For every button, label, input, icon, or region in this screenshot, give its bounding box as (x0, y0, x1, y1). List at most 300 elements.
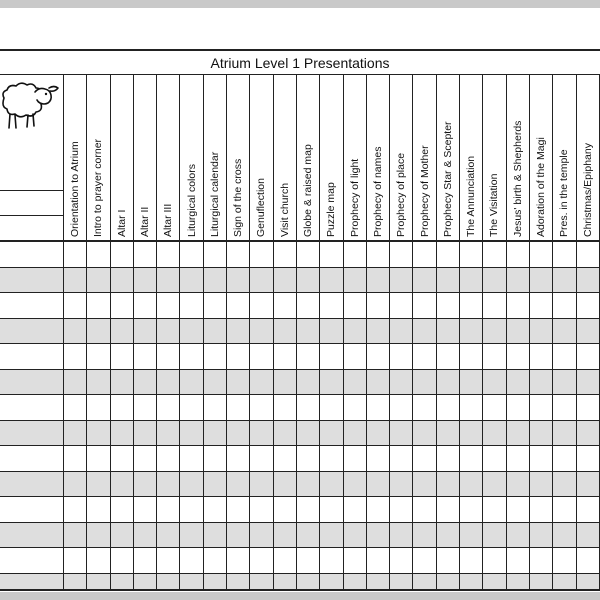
checkbox-cell[interactable] (367, 574, 390, 592)
checkbox-cell[interactable] (437, 497, 460, 522)
checkbox-cell[interactable] (320, 446, 343, 471)
checkbox-cell[interactable] (507, 268, 530, 293)
checkbox-cell[interactable] (553, 395, 576, 420)
checkbox-cell[interactable] (274, 319, 297, 344)
checkbox-cell[interactable] (577, 497, 600, 522)
checkbox-cell[interactable] (483, 395, 506, 420)
checkbox-cell[interactable] (274, 472, 297, 497)
checkbox-cell[interactable] (250, 472, 273, 497)
checkbox-cell[interactable] (250, 242, 273, 267)
student-name-cell[interactable] (0, 472, 64, 497)
checkbox-cell[interactable] (180, 242, 203, 267)
checkbox-cell[interactable] (437, 548, 460, 573)
checkbox-cell[interactable] (344, 319, 367, 344)
checkbox-cell[interactable] (530, 523, 553, 548)
checkbox-cell[interactable] (553, 497, 576, 522)
checkbox-cell[interactable] (134, 523, 157, 548)
checkbox-cell[interactable] (111, 472, 134, 497)
checkbox-cell[interactable] (134, 446, 157, 471)
student-name-cell[interactable] (0, 446, 64, 471)
checkbox-cell[interactable] (157, 574, 180, 592)
checkbox-cell[interactable] (157, 446, 180, 471)
checkbox-cell[interactable] (390, 472, 413, 497)
checkbox-cell[interactable] (413, 421, 436, 446)
checkbox-cell[interactable] (577, 319, 600, 344)
checkbox-cell[interactable] (64, 497, 87, 522)
checkbox-cell[interactable] (577, 268, 600, 293)
checkbox-cell[interactable] (227, 574, 250, 592)
checkbox-cell[interactable] (180, 421, 203, 446)
checkbox-cell[interactable] (111, 370, 134, 395)
student-name-cell[interactable] (0, 497, 64, 522)
checkbox-cell[interactable] (344, 242, 367, 267)
checkbox-cell[interactable] (483, 293, 506, 318)
checkbox-cell[interactable] (460, 344, 483, 369)
checkbox-cell[interactable] (111, 395, 134, 420)
checkbox-cell[interactable] (390, 395, 413, 420)
checkbox-cell[interactable] (437, 370, 460, 395)
checkbox-cell[interactable] (250, 421, 273, 446)
checkbox-cell[interactable] (344, 293, 367, 318)
checkbox-cell[interactable] (297, 446, 320, 471)
checkbox-cell[interactable] (297, 574, 320, 592)
checkbox-cell[interactable] (64, 370, 87, 395)
checkbox-cell[interactable] (204, 242, 227, 267)
student-name-cell[interactable] (0, 395, 64, 420)
checkbox-cell[interactable] (413, 472, 436, 497)
checkbox-cell[interactable] (413, 523, 436, 548)
checkbox-cell[interactable] (553, 293, 576, 318)
checkbox-cell[interactable] (250, 446, 273, 471)
checkbox-cell[interactable] (344, 548, 367, 573)
checkbox-cell[interactable] (64, 523, 87, 548)
checkbox-cell[interactable] (180, 344, 203, 369)
checkbox-cell[interactable] (553, 548, 576, 573)
checkbox-cell[interactable] (87, 370, 110, 395)
checkbox-cell[interactable] (553, 242, 576, 267)
checkbox-cell[interactable] (320, 268, 343, 293)
checkbox-cell[interactable] (344, 472, 367, 497)
checkbox-cell[interactable] (297, 421, 320, 446)
checkbox-cell[interactable] (483, 497, 506, 522)
checkbox-cell[interactable] (367, 523, 390, 548)
checkbox-cell[interactable] (390, 497, 413, 522)
checkbox-cell[interactable] (320, 523, 343, 548)
checkbox-cell[interactable] (297, 268, 320, 293)
checkbox-cell[interactable] (577, 548, 600, 573)
checkbox-cell[interactable] (227, 497, 250, 522)
checkbox-cell[interactable] (460, 574, 483, 592)
checkbox-cell[interactable] (297, 523, 320, 548)
checkbox-cell[interactable] (274, 421, 297, 446)
checkbox-cell[interactable] (157, 268, 180, 293)
checkbox-cell[interactable] (64, 293, 87, 318)
checkbox-cell[interactable] (64, 574, 87, 592)
checkbox-cell[interactable] (157, 472, 180, 497)
checkbox-cell[interactable] (413, 319, 436, 344)
checkbox-cell[interactable] (111, 574, 134, 592)
checkbox-cell[interactable] (413, 344, 436, 369)
checkbox-cell[interactable] (180, 395, 203, 420)
checkbox-cell[interactable] (553, 523, 576, 548)
checkbox-cell[interactable] (227, 421, 250, 446)
checkbox-cell[interactable] (64, 242, 87, 267)
checkbox-cell[interactable] (460, 548, 483, 573)
checkbox-cell[interactable] (64, 446, 87, 471)
checkbox-cell[interactable] (134, 242, 157, 267)
checkbox-cell[interactable] (367, 395, 390, 420)
checkbox-cell[interactable] (134, 370, 157, 395)
checkbox-cell[interactable] (204, 293, 227, 318)
checkbox-cell[interactable] (507, 421, 530, 446)
checkbox-cell[interactable] (227, 472, 250, 497)
checkbox-cell[interactable] (227, 370, 250, 395)
checkbox-cell[interactable] (134, 319, 157, 344)
checkbox-cell[interactable] (320, 497, 343, 522)
checkbox-cell[interactable] (367, 242, 390, 267)
checkbox-cell[interactable] (204, 395, 227, 420)
checkbox-cell[interactable] (437, 268, 460, 293)
checkbox-cell[interactable] (87, 574, 110, 592)
checkbox-cell[interactable] (134, 293, 157, 318)
checkbox-cell[interactable] (134, 421, 157, 446)
checkbox-cell[interactable] (297, 395, 320, 420)
checkbox-cell[interactable] (344, 523, 367, 548)
checkbox-cell[interactable] (367, 497, 390, 522)
checkbox-cell[interactable] (64, 548, 87, 573)
checkbox-cell[interactable] (111, 523, 134, 548)
checkbox-cell[interactable] (180, 472, 203, 497)
checkbox-cell[interactable] (297, 344, 320, 369)
checkbox-cell[interactable] (507, 319, 530, 344)
checkbox-cell[interactable] (227, 446, 250, 471)
checkbox-cell[interactable] (460, 421, 483, 446)
checkbox-cell[interactable] (297, 242, 320, 267)
student-name-cell[interactable] (0, 242, 64, 267)
checkbox-cell[interactable] (507, 446, 530, 471)
checkbox-cell[interactable] (320, 319, 343, 344)
checkbox-cell[interactable] (390, 574, 413, 592)
checkbox-cell[interactable] (530, 242, 553, 267)
checkbox-cell[interactable] (320, 395, 343, 420)
checkbox-cell[interactable] (577, 421, 600, 446)
checkbox-cell[interactable] (483, 548, 506, 573)
checkbox-cell[interactable] (530, 472, 553, 497)
checkbox-cell[interactable] (157, 344, 180, 369)
checkbox-cell[interactable] (553, 370, 576, 395)
checkbox-cell[interactable] (577, 472, 600, 497)
checkbox-cell[interactable] (320, 421, 343, 446)
student-name-cell[interactable] (0, 268, 64, 293)
checkbox-cell[interactable] (87, 293, 110, 318)
checkbox-cell[interactable] (344, 446, 367, 471)
student-name-cell[interactable] (0, 344, 64, 369)
checkbox-cell[interactable] (437, 395, 460, 420)
student-name-cell[interactable] (0, 370, 64, 395)
checkbox-cell[interactable] (367, 548, 390, 573)
checkbox-cell[interactable] (227, 242, 250, 267)
checkbox-cell[interactable] (460, 523, 483, 548)
checkbox-cell[interactable] (320, 293, 343, 318)
checkbox-cell[interactable] (64, 472, 87, 497)
checkbox-cell[interactable] (204, 344, 227, 369)
checkbox-cell[interactable] (530, 268, 553, 293)
checkbox-cell[interactable] (204, 421, 227, 446)
checkbox-cell[interactable] (180, 497, 203, 522)
checkbox-cell[interactable] (367, 421, 390, 446)
checkbox-cell[interactable] (344, 395, 367, 420)
checkbox-cell[interactable] (250, 395, 273, 420)
checkbox-cell[interactable] (507, 523, 530, 548)
checkbox-cell[interactable] (87, 548, 110, 573)
checkbox-cell[interactable] (320, 242, 343, 267)
checkbox-cell[interactable] (180, 370, 203, 395)
checkbox-cell[interactable] (157, 548, 180, 573)
checkbox-cell[interactable] (204, 523, 227, 548)
checkbox-cell[interactable] (157, 293, 180, 318)
checkbox-cell[interactable] (274, 242, 297, 267)
student-name-cell[interactable] (0, 421, 64, 446)
checkbox-cell[interactable] (553, 472, 576, 497)
checkbox-cell[interactable] (204, 548, 227, 573)
checkbox-cell[interactable] (483, 523, 506, 548)
checkbox-cell[interactable] (274, 523, 297, 548)
checkbox-cell[interactable] (460, 472, 483, 497)
checkbox-cell[interactable] (87, 497, 110, 522)
checkbox-cell[interactable] (274, 548, 297, 573)
checkbox-cell[interactable] (87, 395, 110, 420)
checkbox-cell[interactable] (413, 446, 436, 471)
checkbox-cell[interactable] (134, 268, 157, 293)
checkbox-cell[interactable] (87, 268, 110, 293)
checkbox-cell[interactable] (157, 242, 180, 267)
checkbox-cell[interactable] (437, 319, 460, 344)
checkbox-cell[interactable] (483, 242, 506, 267)
student-name-cell[interactable] (0, 574, 64, 592)
checkbox-cell[interactable] (274, 446, 297, 471)
checkbox-cell[interactable] (204, 268, 227, 293)
checkbox-cell[interactable] (507, 370, 530, 395)
checkbox-cell[interactable] (297, 472, 320, 497)
checkbox-cell[interactable] (507, 344, 530, 369)
checkbox-cell[interactable] (483, 421, 506, 446)
checkbox-cell[interactable] (344, 370, 367, 395)
checkbox-cell[interactable] (180, 446, 203, 471)
checkbox-cell[interactable] (577, 574, 600, 592)
checkbox-cell[interactable] (87, 472, 110, 497)
checkbox-cell[interactable] (111, 268, 134, 293)
checkbox-cell[interactable] (134, 574, 157, 592)
checkbox-cell[interactable] (413, 497, 436, 522)
checkbox-cell[interactable] (390, 242, 413, 267)
checkbox-cell[interactable] (460, 446, 483, 471)
checkbox-cell[interactable] (367, 293, 390, 318)
checkbox-cell[interactable] (204, 497, 227, 522)
checkbox-cell[interactable] (367, 344, 390, 369)
checkbox-cell[interactable] (390, 446, 413, 471)
checkbox-cell[interactable] (483, 319, 506, 344)
checkbox-cell[interactable] (274, 268, 297, 293)
checkbox-cell[interactable] (274, 370, 297, 395)
checkbox-cell[interactable] (134, 497, 157, 522)
checkbox-cell[interactable] (274, 344, 297, 369)
checkbox-cell[interactable] (577, 395, 600, 420)
checkbox-cell[interactable] (344, 574, 367, 592)
checkbox-cell[interactable] (157, 497, 180, 522)
checkbox-cell[interactable] (460, 268, 483, 293)
checkbox-cell[interactable] (390, 370, 413, 395)
checkbox-cell[interactable] (250, 497, 273, 522)
student-name-cell[interactable] (0, 319, 64, 344)
checkbox-cell[interactable] (64, 344, 87, 369)
checkbox-cell[interactable] (111, 242, 134, 267)
checkbox-cell[interactable] (460, 319, 483, 344)
checkbox-cell[interactable] (437, 344, 460, 369)
checkbox-cell[interactable] (390, 344, 413, 369)
checkbox-cell[interactable] (134, 395, 157, 420)
checkbox-cell[interactable] (274, 574, 297, 592)
checkbox-cell[interactable] (530, 497, 553, 522)
checkbox-cell[interactable] (250, 523, 273, 548)
checkbox-cell[interactable] (111, 293, 134, 318)
checkbox-cell[interactable] (157, 523, 180, 548)
checkbox-cell[interactable] (250, 574, 273, 592)
checkbox-cell[interactable] (553, 344, 576, 369)
checkbox-cell[interactable] (507, 548, 530, 573)
checkbox-cell[interactable] (530, 319, 553, 344)
checkbox-cell[interactable] (344, 497, 367, 522)
checkbox-cell[interactable] (483, 344, 506, 369)
checkbox-cell[interactable] (87, 319, 110, 344)
checkbox-cell[interactable] (180, 523, 203, 548)
checkbox-cell[interactable] (553, 574, 576, 592)
checkbox-cell[interactable] (111, 421, 134, 446)
checkbox-cell[interactable] (227, 548, 250, 573)
checkbox-cell[interactable] (577, 293, 600, 318)
checkbox-cell[interactable] (437, 574, 460, 592)
checkbox-cell[interactable] (111, 497, 134, 522)
checkbox-cell[interactable] (390, 293, 413, 318)
checkbox-cell[interactable] (87, 523, 110, 548)
checkbox-cell[interactable] (320, 370, 343, 395)
checkbox-cell[interactable] (111, 344, 134, 369)
checkbox-cell[interactable] (344, 344, 367, 369)
checkbox-cell[interactable] (134, 548, 157, 573)
checkbox-cell[interactable] (460, 242, 483, 267)
checkbox-cell[interactable] (413, 242, 436, 267)
checkbox-cell[interactable] (180, 319, 203, 344)
checkbox-cell[interactable] (297, 497, 320, 522)
checkbox-cell[interactable] (64, 421, 87, 446)
checkbox-cell[interactable] (180, 574, 203, 592)
checkbox-cell[interactable] (530, 293, 553, 318)
checkbox-cell[interactable] (553, 421, 576, 446)
checkbox-cell[interactable] (180, 268, 203, 293)
checkbox-cell[interactable] (483, 472, 506, 497)
checkbox-cell[interactable] (553, 319, 576, 344)
checkbox-cell[interactable] (320, 574, 343, 592)
checkbox-cell[interactable] (227, 523, 250, 548)
checkbox-cell[interactable] (297, 319, 320, 344)
checkbox-cell[interactable] (344, 268, 367, 293)
checkbox-cell[interactable] (553, 446, 576, 471)
checkbox-cell[interactable] (390, 421, 413, 446)
checkbox-cell[interactable] (367, 472, 390, 497)
checkbox-cell[interactable] (577, 242, 600, 267)
checkbox-cell[interactable] (530, 548, 553, 573)
checkbox-cell[interactable] (157, 421, 180, 446)
checkbox-cell[interactable] (460, 370, 483, 395)
checkbox-cell[interactable] (367, 319, 390, 344)
checkbox-cell[interactable] (507, 293, 530, 318)
checkbox-cell[interactable] (483, 268, 506, 293)
checkbox-cell[interactable] (413, 370, 436, 395)
checkbox-cell[interactable] (530, 344, 553, 369)
checkbox-cell[interactable] (483, 574, 506, 592)
checkbox-cell[interactable] (367, 446, 390, 471)
checkbox-cell[interactable] (577, 370, 600, 395)
checkbox-cell[interactable] (530, 395, 553, 420)
checkbox-cell[interactable] (204, 574, 227, 592)
checkbox-cell[interactable] (204, 370, 227, 395)
checkbox-cell[interactable] (87, 446, 110, 471)
checkbox-cell[interactable] (250, 344, 273, 369)
checkbox-cell[interactable] (227, 293, 250, 318)
checkbox-cell[interactable] (134, 344, 157, 369)
checkbox-cell[interactable] (507, 574, 530, 592)
checkbox-cell[interactable] (111, 446, 134, 471)
checkbox-cell[interactable] (413, 574, 436, 592)
checkbox-cell[interactable] (274, 497, 297, 522)
checkbox-cell[interactable] (250, 370, 273, 395)
checkbox-cell[interactable] (507, 472, 530, 497)
checkbox-cell[interactable] (64, 395, 87, 420)
checkbox-cell[interactable] (577, 446, 600, 471)
checkbox-cell[interactable] (437, 446, 460, 471)
checkbox-cell[interactable] (320, 472, 343, 497)
checkbox-cell[interactable] (157, 370, 180, 395)
checkbox-cell[interactable] (437, 242, 460, 267)
checkbox-cell[interactable] (204, 319, 227, 344)
checkbox-cell[interactable] (530, 421, 553, 446)
checkbox-cell[interactable] (530, 370, 553, 395)
checkbox-cell[interactable] (204, 446, 227, 471)
checkbox-cell[interactable] (87, 344, 110, 369)
checkbox-cell[interactable] (530, 574, 553, 592)
checkbox-cell[interactable] (577, 523, 600, 548)
checkbox-cell[interactable] (460, 497, 483, 522)
checkbox-cell[interactable] (320, 344, 343, 369)
checkbox-cell[interactable] (413, 548, 436, 573)
checkbox-cell[interactable] (507, 242, 530, 267)
checkbox-cell[interactable] (157, 319, 180, 344)
checkbox-cell[interactable] (157, 395, 180, 420)
checkbox-cell[interactable] (250, 293, 273, 318)
checkbox-cell[interactable] (413, 268, 436, 293)
checkbox-cell[interactable] (297, 548, 320, 573)
checkbox-cell[interactable] (553, 268, 576, 293)
checkbox-cell[interactable] (483, 446, 506, 471)
checkbox-cell[interactable] (437, 472, 460, 497)
checkbox-cell[interactable] (320, 548, 343, 573)
checkbox-cell[interactable] (227, 395, 250, 420)
checkbox-cell[interactable] (390, 268, 413, 293)
checkbox-cell[interactable] (134, 472, 157, 497)
checkbox-cell[interactable] (64, 268, 87, 293)
checkbox-cell[interactable] (227, 344, 250, 369)
checkbox-cell[interactable] (227, 268, 250, 293)
checkbox-cell[interactable] (87, 421, 110, 446)
